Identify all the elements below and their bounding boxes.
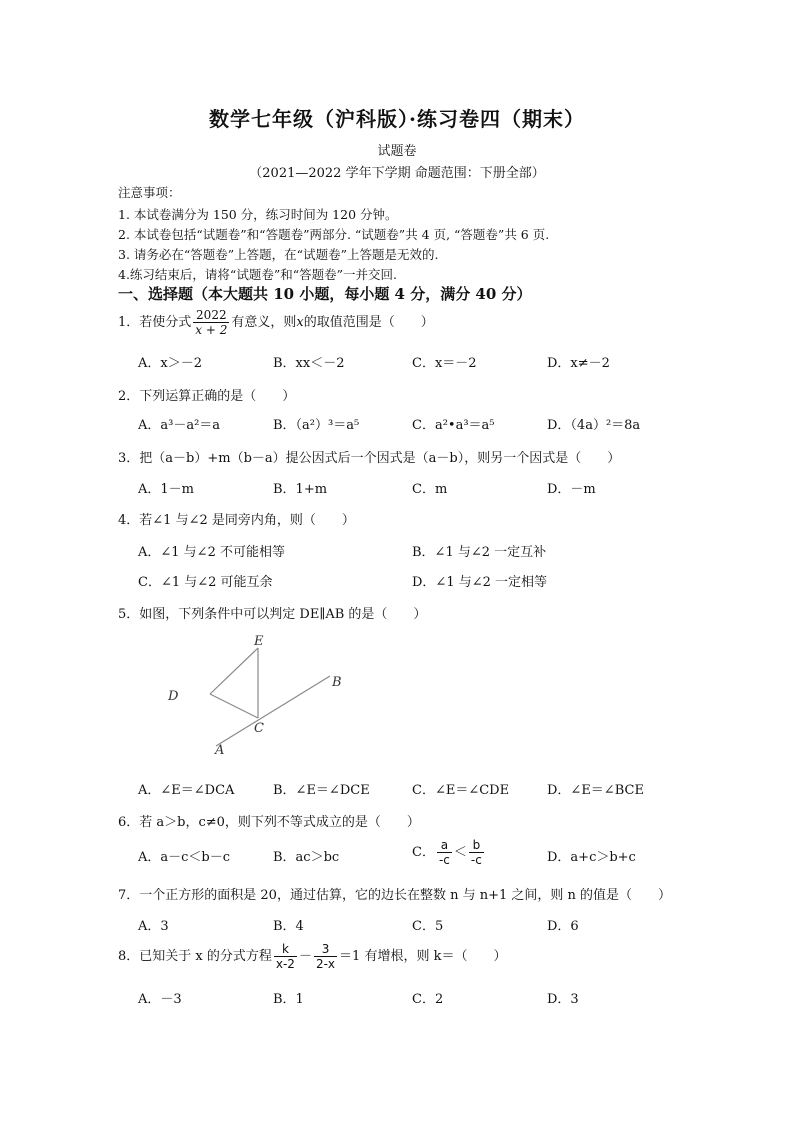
q1-option-a[interactable]: A．x＞－2 bbox=[138, 356, 202, 371]
q6-frac2-den: -c bbox=[470, 853, 482, 867]
page-title: 数学七年级（沪科版）·练习卷四（期末） bbox=[209, 107, 585, 131]
q7-option-d[interactable]: D．6 bbox=[547, 919, 579, 934]
q5-option-b[interactable]: B．∠E＝∠DCE bbox=[273, 783, 370, 798]
q6-option-c[interactable] bbox=[412, 838, 486, 867]
q8-suffix: ＝1 有增根，则 k＝（ ） bbox=[339, 949, 507, 964]
q1-fraction bbox=[193, 308, 229, 337]
q7-option-c[interactable]: C．5 bbox=[412, 919, 444, 934]
exam-range: （2021—2022 学年下学期 命题范围：下册全部） bbox=[249, 166, 545, 181]
q8-frac2-num: 3 bbox=[314, 942, 337, 957]
q8-option-a[interactable]: A．－3 bbox=[138, 992, 182, 1007]
q4-option-d[interactable]: D．∠1 与∠2 一定相等 bbox=[412, 575, 548, 590]
question-4: 4．若∠1 与∠2 是同旁内角，则（ ） bbox=[118, 513, 355, 528]
q1-frac-den: x + 2 bbox=[195, 323, 228, 337]
q1-suffix-b: 的取值范围是（ ） bbox=[303, 315, 434, 330]
notes-heading: 注意事项： bbox=[118, 185, 181, 200]
q1-frac-num: 2022 bbox=[193, 308, 229, 323]
q6-frac-2 bbox=[469, 838, 484, 867]
label-c: C bbox=[254, 721, 264, 736]
q1-option-d[interactable]: D．x≠－2 bbox=[547, 356, 610, 371]
q1-option-b[interactable]: B．xx＜－2 bbox=[273, 356, 345, 371]
segment-dc bbox=[210, 694, 258, 718]
question-5: 5．如图，下列条件中可以判定 DE∥AB 的是（ ） bbox=[118, 607, 427, 622]
q6-frac1-den: -c bbox=[438, 853, 450, 867]
question-7: 7．一个正方形的面积是 20，通过估算，它的边长在整数 n 与 n+1 之间，则 n 的值是（ ） bbox=[118, 888, 672, 903]
q5-option-d[interactable]: D．∠E＝∠BCE bbox=[547, 783, 644, 798]
label-b: B bbox=[332, 675, 342, 690]
q8-frac-2 bbox=[314, 942, 337, 971]
q2-option-c[interactable]: C．a²•a³＝a⁵ bbox=[412, 418, 495, 433]
q5-option-a[interactable]: A．∠E＝∠DCA bbox=[138, 783, 235, 798]
q1-suffix-a: 有意义，则 bbox=[231, 315, 297, 330]
q8-frac2-den: 2-x bbox=[315, 957, 336, 971]
q2-option-d[interactable]: D．（4a）²＝8a bbox=[547, 418, 641, 433]
q6-frac-1 bbox=[437, 838, 452, 867]
q3-option-d[interactable]: D．－m bbox=[547, 482, 596, 497]
q8-option-d[interactable]: D．3 bbox=[547, 992, 579, 1007]
q1-var: x bbox=[296, 315, 304, 330]
geometry-figure bbox=[150, 628, 360, 758]
q5-option-c[interactable]: C．∠E＝∠CDE bbox=[412, 783, 510, 798]
q3-option-a[interactable]: A．1－m bbox=[138, 482, 194, 497]
q8-minus: － bbox=[298, 949, 312, 964]
note-item-1: 1. 本试卷满分为 150 分，练习时间为 120 分钟。 bbox=[118, 207, 398, 222]
line-ab bbox=[216, 676, 330, 746]
q2-option-a[interactable]: A．a³－a²＝a bbox=[138, 418, 221, 433]
label-d: D bbox=[168, 689, 179, 704]
note-item-4: 4.练习结束后，请将“试题卷”和“答题卷”一并交回. bbox=[118, 267, 397, 282]
q8-frac1-num: k bbox=[274, 942, 297, 957]
question-2: 2．下列运算正确的是（ ） bbox=[118, 389, 296, 404]
question-6: 6．若 a＞b，c≠0，则下列不等式成立的是（ ） bbox=[118, 815, 420, 830]
q4-option-a[interactable]: A．∠1 与∠2 不可能相等 bbox=[138, 545, 285, 560]
q6-option-d[interactable]: D．a+c＞b+c bbox=[547, 850, 636, 865]
q1-option-c[interactable]: C．x＝－2 bbox=[412, 356, 477, 371]
q8-frac1-den: x-2 bbox=[275, 957, 295, 971]
label-a: A bbox=[215, 743, 225, 758]
question-1 bbox=[118, 308, 434, 337]
q3-option-c[interactable]: C．m bbox=[412, 482, 448, 497]
q2-option-b[interactable]: B．（a²）³＝a⁵ bbox=[273, 418, 360, 433]
q8-option-c[interactable]: C．2 bbox=[412, 992, 444, 1007]
q8-prefix: 8．已知关于 x 的分式方程 bbox=[118, 949, 272, 964]
q7-option-a[interactable]: A．3 bbox=[138, 919, 169, 934]
q3-option-b[interactable]: B．1+m bbox=[273, 482, 328, 497]
q4-option-c[interactable]: C．∠1 与∠2 可能互余 bbox=[138, 575, 273, 590]
question-3: 3．把（a－b）+m（b－a）提公因式后一个因式是（a－b），则另一个因式是（ ） bbox=[118, 451, 621, 466]
q6-option-c-letter: C． bbox=[412, 845, 435, 860]
section-heading: 一、选择题（本大题共 10 小题，每小题 4 分，满分 40 分） bbox=[118, 285, 532, 303]
segment-de bbox=[210, 648, 258, 694]
q6-frac2-num: b bbox=[469, 838, 484, 853]
label-e: E bbox=[254, 634, 264, 649]
q6-frac1-num: a bbox=[437, 838, 452, 853]
q7-option-b[interactable]: B．4 bbox=[273, 919, 304, 934]
note-item-3: 3. 请务必在“答题卷”上答题，在“试题卷”上答题是无效的. bbox=[118, 247, 439, 262]
paper-subtitle: 试题卷 bbox=[377, 144, 417, 159]
q1-prefix: 1．若使分式 bbox=[118, 315, 192, 330]
q6-option-a[interactable]: A．a－c＜b－c bbox=[138, 850, 231, 865]
q8-frac-1 bbox=[274, 942, 297, 971]
q4-option-b[interactable]: B．∠1 与∠2 一定互补 bbox=[412, 545, 547, 560]
q8-option-b[interactable]: B．1 bbox=[273, 992, 304, 1007]
question-8 bbox=[118, 942, 506, 971]
note-item-2: 2. 本试卷包括“试题卷”和“答题卷”两部分. “试题卷”共 4 页, “答题卷”共 6 页. bbox=[118, 227, 550, 242]
q6-relation: ＜ bbox=[453, 845, 467, 860]
q6-option-b[interactable]: B．ac＞bc bbox=[273, 850, 340, 865]
